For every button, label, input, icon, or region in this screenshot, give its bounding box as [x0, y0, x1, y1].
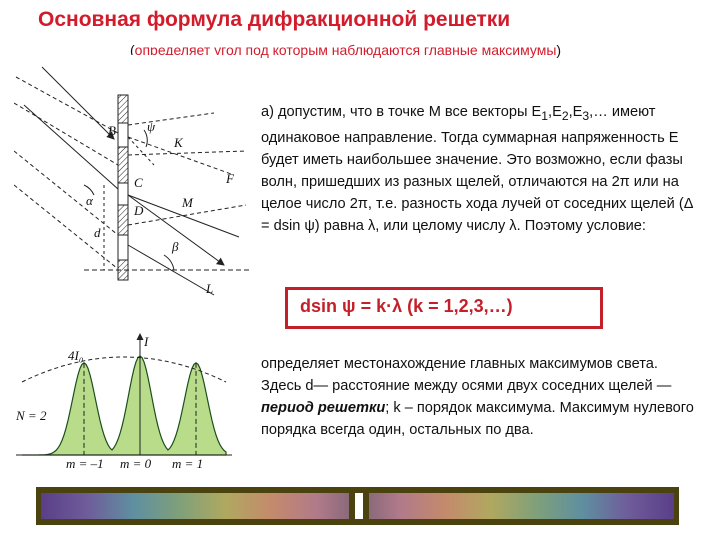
- grating-plate: [118, 95, 128, 280]
- graph-peak-label: 4I₀: [68, 348, 84, 363]
- graph-y-label: I: [144, 334, 149, 349]
- label-alpha: α: [86, 193, 93, 208]
- subtitle-open-paren: (: [130, 42, 135, 58]
- para1-sub3: 3: [582, 108, 590, 123]
- para1-sub1: 1: [541, 108, 549, 123]
- order-label-0: m = 0: [120, 456, 152, 470]
- para1-sub2: 2: [561, 108, 569, 123]
- label-D: D: [134, 203, 144, 218]
- label-C: C: [134, 175, 143, 190]
- explanation-paragraph-2: [261, 353, 701, 441]
- slide-title: Основная формула дифракционной решетки: [38, 8, 511, 31]
- grating-diagram: [14, 55, 250, 315]
- label-B: В: [108, 123, 116, 138]
- label-psi: ψ: [147, 119, 156, 134]
- para2-emphasis: период решетки: [261, 400, 386, 416]
- intensity-graph: [14, 330, 234, 470]
- intensity-curve: [22, 356, 226, 455]
- subtitle-text: определяет угол под которым наблюдаются главные максимумы: [134, 42, 557, 58]
- order-label-1: m = 1: [172, 456, 204, 470]
- label-K: K: [174, 135, 183, 150]
- label-L: L: [206, 281, 214, 296]
- subtitle-close-paren: ): [556, 42, 562, 58]
- graph-n-label: N = 2: [16, 408, 47, 423]
- order-label-minus1: m = –1: [66, 456, 104, 470]
- para1-mid2: ,Е: [568, 104, 583, 120]
- para2-after: ; k – порядок максимума. Максимум нулевого порядка всегда один, остальных по два.: [261, 400, 694, 438]
- label-F: F: [226, 171, 234, 186]
- diffraction-spectrum: [36, 487, 679, 525]
- label-d: d: [94, 225, 101, 240]
- incident-rays: [14, 67, 118, 269]
- spectrum-bands: [41, 493, 674, 519]
- para1-mid1: ,Е: [548, 104, 562, 120]
- grating-formula: dsin ψ = k·λ (k = 1,2,3,…): [300, 296, 513, 316]
- para2-before: определяет местонахождение главных максимумов света. Здесь d— расстояние между осями двух соседних щелей —: [261, 356, 672, 394]
- explanation-paragraph-1: [261, 101, 701, 237]
- label-M: M: [182, 195, 193, 210]
- para1-rest: ,… имеют одинаковое направление. Тогда суммарная напряженность Е будет иметь наибольшее значение. Это возможно, если фазы волн, пришедших из разных щелей, отличаются на 2π или на целое число 2π, т.е. разность хода лучей от соседних щелей (Δ = dsin ψ) равна λ, или целому числу λ. Поэтому условие:: [261, 104, 693, 234]
- label-beta: β: [172, 239, 179, 254]
- para1-start: а) допустим, что в точке М все векторы Е: [261, 104, 542, 120]
